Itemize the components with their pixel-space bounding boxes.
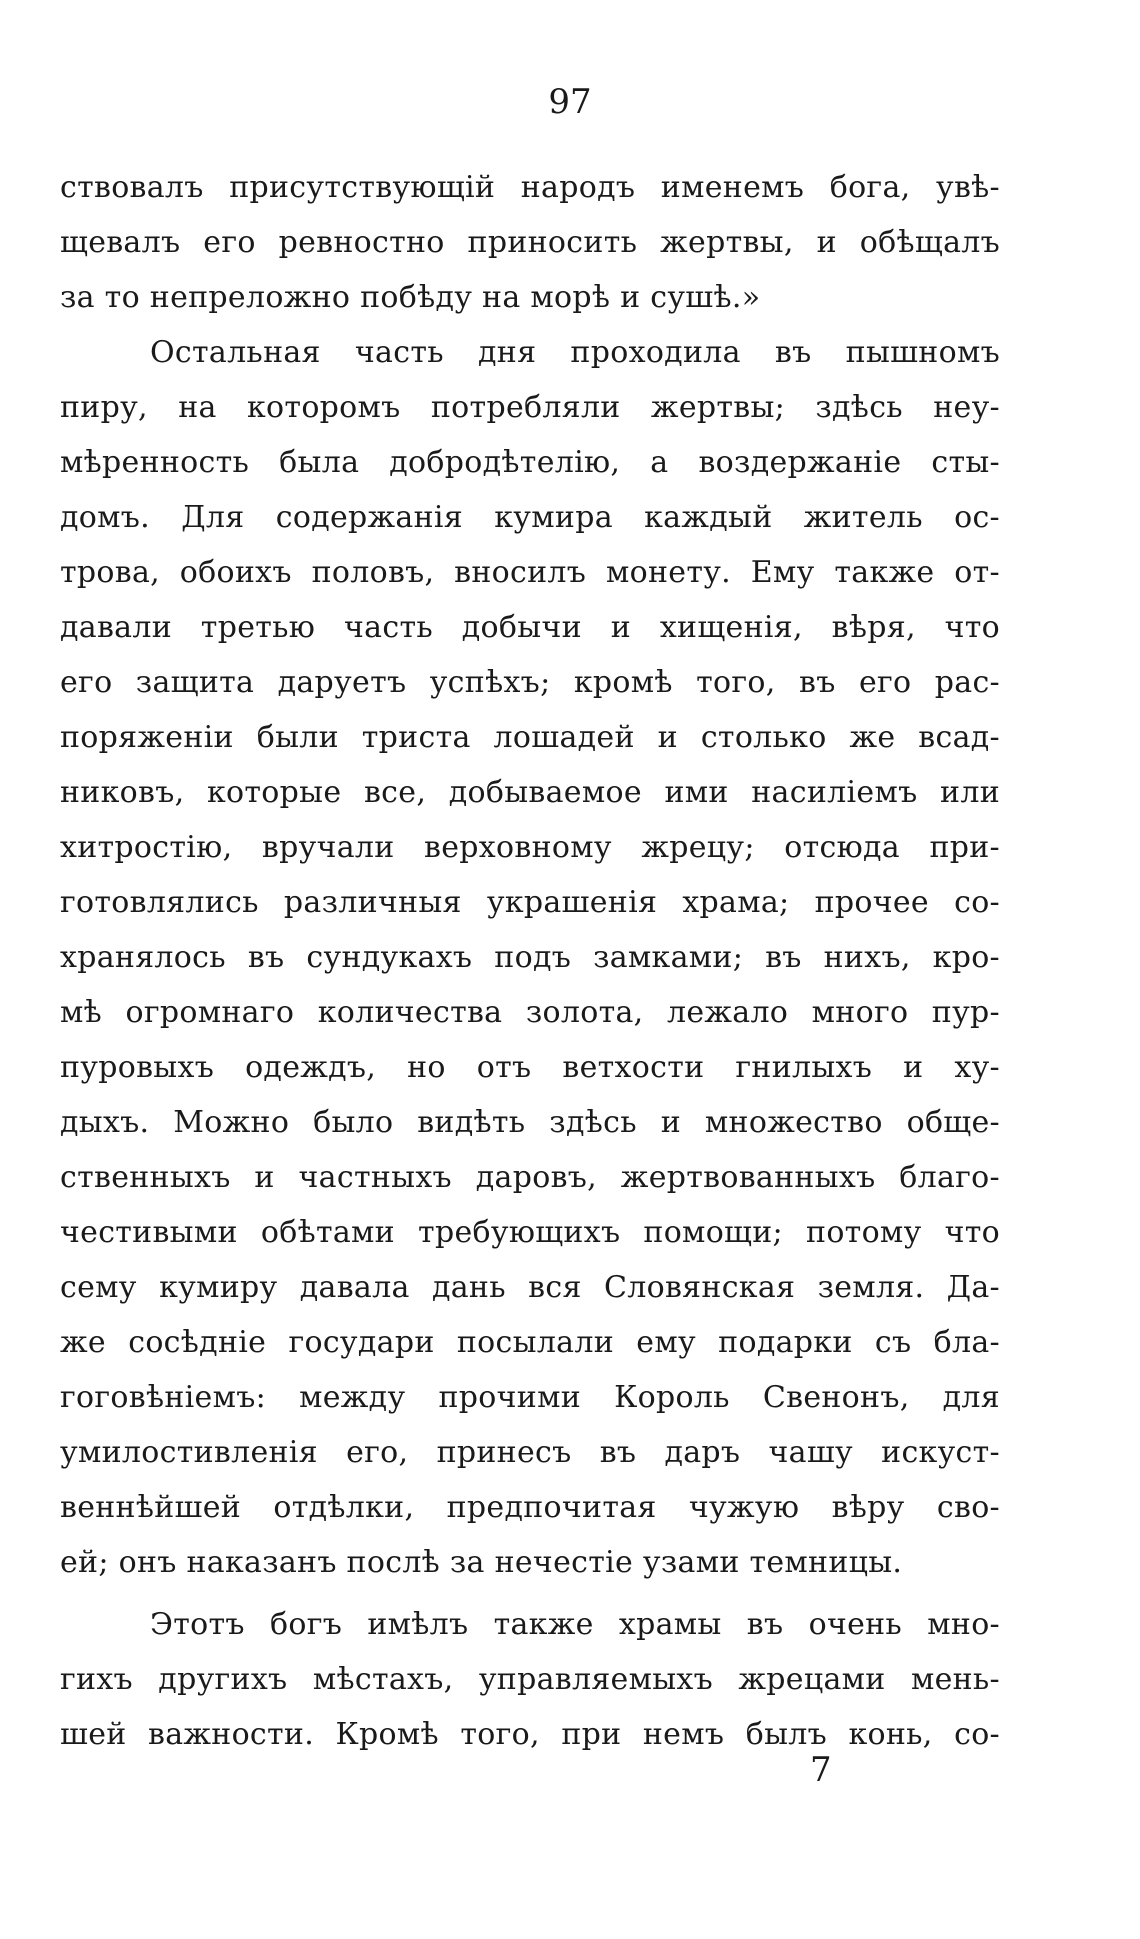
text-line: Этотъ богъ имѣлъ также храмы въ очень мно- xyxy=(150,1607,1000,1642)
text-line: дыхъ. Можно было видѣть здѣсь и множество обще- xyxy=(60,1105,1000,1140)
text-line: поряженіи были триста лошадей и столько же всад- xyxy=(60,720,1000,755)
text-line: щевалъ его ревностно приносить жертвы, и обѣщалъ xyxy=(60,225,1000,260)
page-number: 97 xyxy=(548,82,592,122)
paragraph-2 xyxy=(60,325,1000,1590)
text-line: готовлялись различныя украшенія храма; прочее со- xyxy=(60,885,1000,920)
signature-mark: 7 xyxy=(810,1750,832,1790)
text-line: мѣренность была добродѣтелію, а воздержаніе сты- xyxy=(60,445,1000,480)
text-line: шей важности. Кромѣ того, при немъ былъ конь, со- xyxy=(60,1717,1000,1752)
text-line: хитростію, вручали верховному жрецу; отсюда при- xyxy=(60,830,1000,865)
text-line: ствовалъ присутствующій народъ именемъ бога, увѣ- xyxy=(60,170,1000,205)
text-line: ей; онъ наказанъ послѣ за нечестіе узами темницы. xyxy=(60,1545,903,1580)
text-line: домъ. Для содержанія кумира каждый житель ос- xyxy=(60,500,1000,535)
text-line: гихъ другихъ мѣстахъ, управляемыхъ жрецами мень- xyxy=(60,1662,1000,1697)
text-line: давали третью часть добычи и хищенія, вѣря, что xyxy=(60,610,1000,645)
text-line: трова, обоихъ половъ, вносилъ монету. Ему также от- xyxy=(60,555,1000,590)
text-line: Остальная часть дня проходила въ пышномъ xyxy=(150,335,1000,370)
text-line: ственныхъ и частныхъ даровъ, жертвованныхъ благо- xyxy=(60,1160,1000,1195)
paragraph-3 xyxy=(60,1597,1000,1762)
paragraph-1 xyxy=(60,160,1000,325)
text-line: гоговѣніемъ: между прочими Король Свенонъ, для xyxy=(60,1380,1000,1415)
text-line: пиру, на которомъ потребляли жертвы; здѣсь неу- xyxy=(60,390,1000,425)
text-line: веннѣйшей отдѣлки, предпочитая чужую вѣру сво- xyxy=(60,1490,1000,1525)
text-line: его защита даруетъ успѣхъ; кромѣ того, въ его рас- xyxy=(60,665,1000,700)
text-line: никовъ, которые все, добываемое ими насиліемъ или xyxy=(60,775,1000,810)
text-line: пуровыхъ одеждъ, но отъ ветхости гнилыхъ и ху- xyxy=(60,1050,1000,1085)
text-line: за то непреложно побѣду на морѣ и сушѣ.» xyxy=(60,280,761,315)
text-line: мѣ огромнаго количества золота, лежало много пур- xyxy=(60,995,1000,1030)
text-line: честивыми обѣтами требующихъ помощи; потому что xyxy=(60,1215,1000,1250)
text-line: умилостивленія его, принесъ въ даръ чашу искуст- xyxy=(60,1435,1000,1470)
text-line: же сосѣдніе государи посылали ему подарки съ бла- xyxy=(60,1325,1000,1360)
text-line: сему кумиру давала дань вся Словянская земля. Да- xyxy=(60,1270,1000,1305)
text-line: хранялось въ сундукахъ подъ замками; въ нихъ, кро- xyxy=(60,940,1000,975)
